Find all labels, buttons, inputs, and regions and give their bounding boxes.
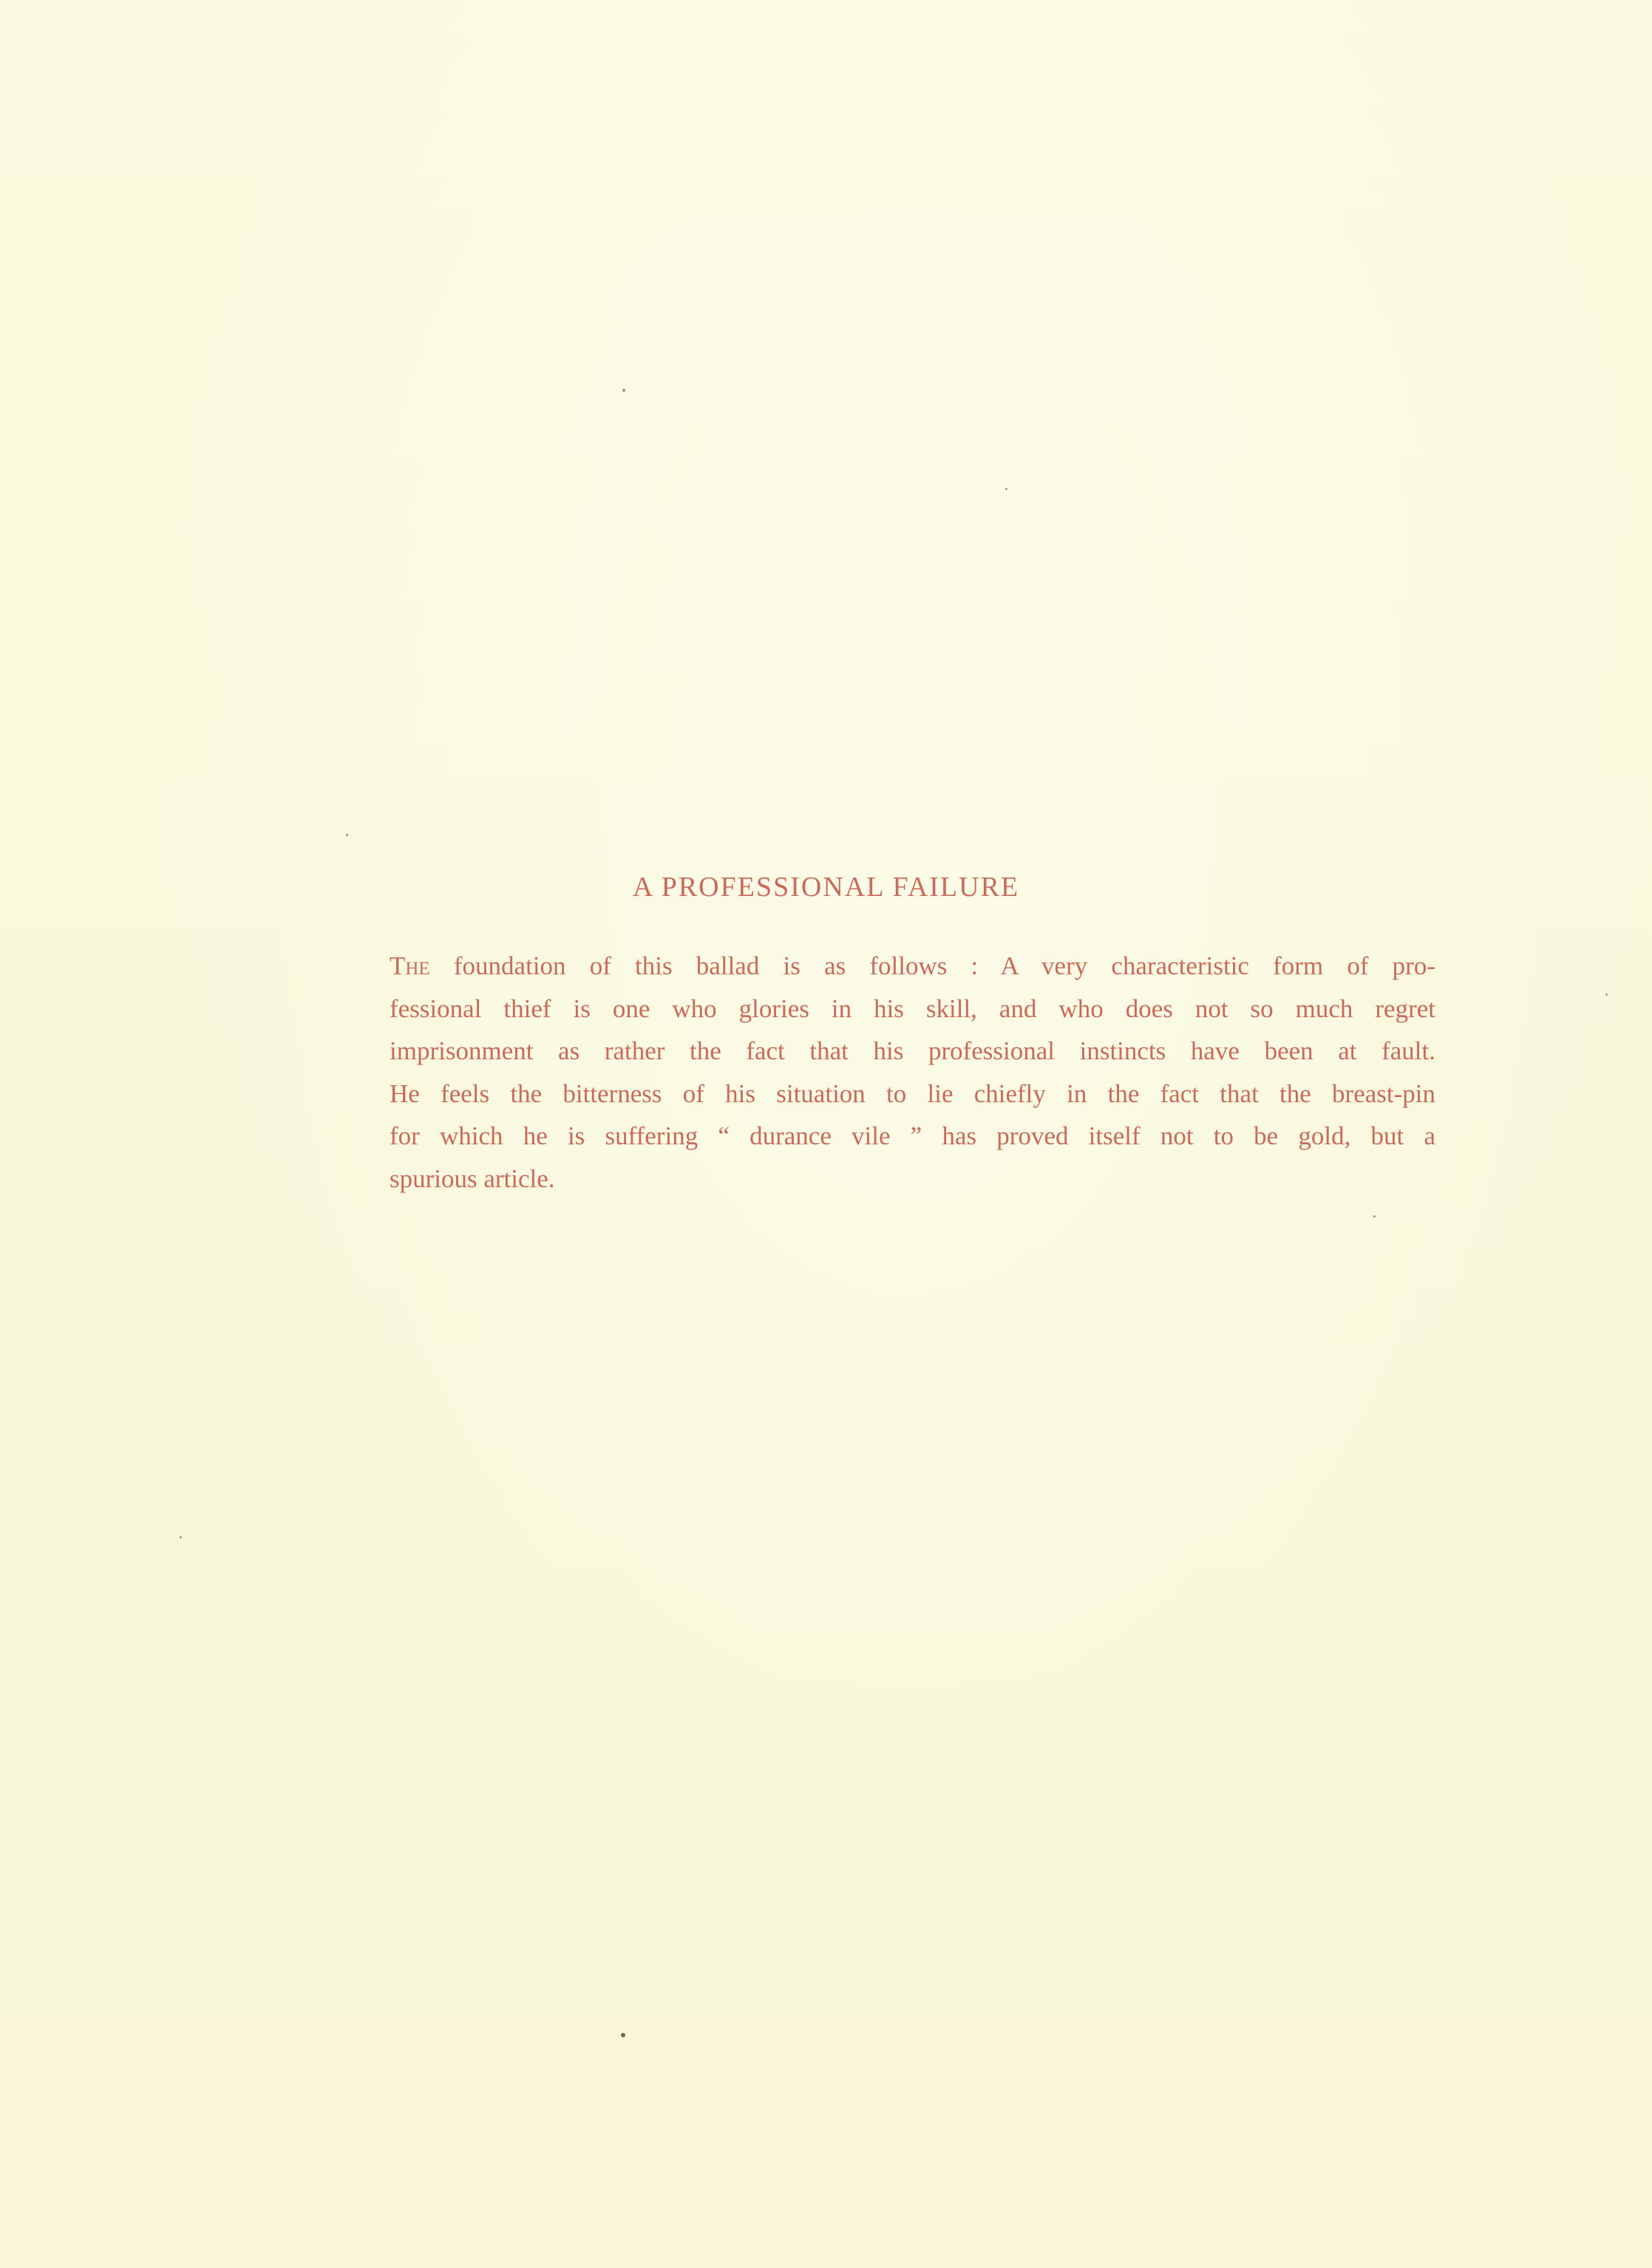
paragraph-line-1-text: foundation of this ballad is as follows : A very characteristic form of pro- — [429, 951, 1435, 980]
page-title: A PROFESSIONAL FAILURE — [632, 872, 1020, 903]
paper-speck — [180, 1536, 182, 1538]
body-paragraph — [390, 945, 1435, 1200]
paragraph-line-1 — [390, 945, 1435, 988]
paper-speck — [346, 834, 348, 836]
paragraph-line-5: for which he is suffering “ durance vile ” has proved itself not to be gold, but a — [390, 1121, 1435, 1150]
paper-speck — [621, 2033, 625, 2037]
paragraph-line-2: fessional thief is one who glories in his skill, and who does not so much regret — [390, 994, 1435, 1023]
paper-speck — [1005, 488, 1007, 490]
paper-speck — [1373, 1215, 1376, 1218]
lead-word: The — [390, 951, 430, 980]
paragraph-line-4: He feels the bitterness of his situation to lie chiefly in the fact that the breast-pin — [390, 1079, 1435, 1108]
paragraph-line-6: spurious article. — [390, 1164, 555, 1193]
paper-speck — [1605, 994, 1608, 996]
paragraph-line-3: imprisonment as rather the fact that his professional instincts have been at fault. — [390, 1036, 1435, 1065]
paper-speck — [622, 389, 625, 392]
